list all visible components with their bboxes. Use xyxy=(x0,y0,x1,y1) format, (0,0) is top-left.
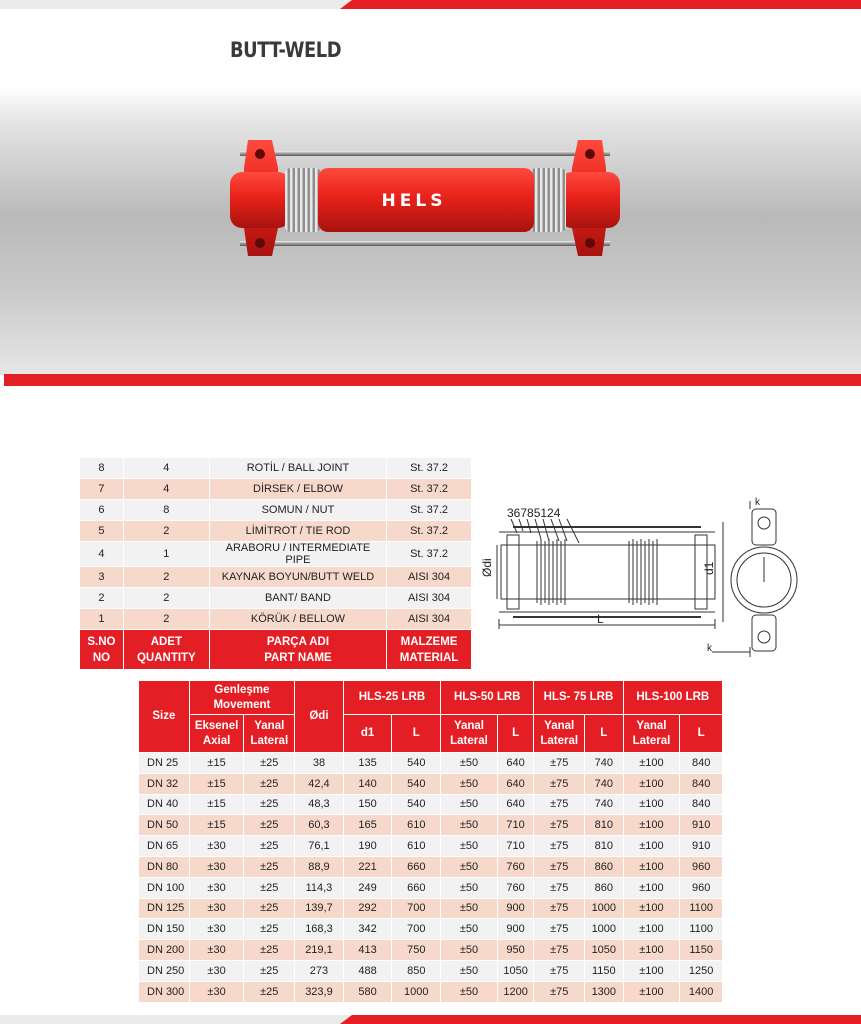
cell-hls100-lateral: ±100 xyxy=(623,815,680,836)
cell-hls75-lateral: ±75 xyxy=(534,753,585,774)
cell-hls75-lateral: ±75 xyxy=(534,981,585,1002)
cell-hls25-d1: 292 xyxy=(343,898,392,919)
cell-hls75-l: 1050 xyxy=(585,940,624,961)
cell-odi: 38 xyxy=(295,753,344,774)
cell-hls50-l: 710 xyxy=(497,836,534,857)
part-no: 5 xyxy=(80,521,124,542)
cell-odi: 168,3 xyxy=(295,919,344,940)
cell-axial: ±15 xyxy=(189,753,244,774)
cell-hls50-l: 640 xyxy=(497,753,534,774)
drawing-label-k-top: k xyxy=(755,497,760,508)
parts-table-row xyxy=(80,500,472,521)
cell-hls100-lateral: ±100 xyxy=(623,836,680,857)
brand-logo: HELS xyxy=(381,191,447,211)
header-hls100: HLS-100 LRB xyxy=(623,681,722,715)
cell-hls25-l: 700 xyxy=(392,919,441,940)
header-size: Size xyxy=(139,681,190,753)
spec-table-row xyxy=(139,981,723,1002)
cell-hls75-lateral: ±75 xyxy=(534,919,585,940)
cell-hls25-l: 850 xyxy=(392,960,441,981)
cell-hls25-d1: 190 xyxy=(343,836,392,857)
cell-lateral: ±25 xyxy=(244,773,295,794)
header-hls50: HLS-50 LRB xyxy=(441,681,534,715)
spec-table-row xyxy=(139,753,723,774)
part-quantity: 8 xyxy=(123,500,209,521)
cell-hls100-l: 840 xyxy=(680,753,723,774)
parts-table-row xyxy=(80,542,472,567)
spec-table-row xyxy=(139,836,723,857)
cell-lateral: ±25 xyxy=(244,753,295,774)
cell-hls50-l: 1200 xyxy=(497,981,534,1002)
cell-hls100-l: 960 xyxy=(680,856,723,877)
header-hls25-d1: d1 xyxy=(343,715,392,753)
cell-hls25-d1: 165 xyxy=(343,815,392,836)
page-title: BUTT-WELD xyxy=(230,38,342,62)
cell-hls50-l: 1050 xyxy=(497,960,534,981)
bottom-bar-grey xyxy=(0,1015,352,1024)
cell-hls100-l: 1250 xyxy=(680,960,723,981)
cell-hls50-l: 950 xyxy=(497,940,534,961)
cell-hls100-l: 840 xyxy=(680,794,723,815)
spec-header-row-2 xyxy=(139,715,723,753)
cell-odi: 139,7 xyxy=(295,898,344,919)
cell-hls75-l: 1000 xyxy=(585,919,624,940)
cell-lateral: ±25 xyxy=(244,919,295,940)
cell-size: DN 125 xyxy=(139,898,190,919)
part-name: ARABORU / INTERMEDIATE PIPE xyxy=(209,542,386,567)
cell-odi: 76,1 xyxy=(295,836,344,857)
part-quantity: 4 xyxy=(123,458,209,479)
header-hls25: HLS-25 LRB xyxy=(343,681,440,715)
technical-drawing xyxy=(480,497,847,667)
cell-hls100-l: 1100 xyxy=(680,898,723,919)
part-quantity: 4 xyxy=(123,479,209,500)
cell-size: DN 40 xyxy=(139,794,190,815)
expansion-joint-illustration xyxy=(0,88,861,375)
cell-hls75-lateral: ±75 xyxy=(534,836,585,857)
cell-hls50-lateral: ±50 xyxy=(441,940,498,961)
cell-hls50-l: 760 xyxy=(497,856,534,877)
part-material: St. 37.2 xyxy=(387,500,472,521)
cell-hls25-l: 610 xyxy=(392,815,441,836)
cell-hls50-lateral: ±50 xyxy=(441,877,498,898)
cell-hls50-lateral: ±50 xyxy=(441,919,498,940)
cell-hls100-l: 840 xyxy=(680,773,723,794)
cell-hls100-lateral: ±100 xyxy=(623,877,680,898)
cell-axial: ±30 xyxy=(189,981,244,1002)
cell-size: DN 300 xyxy=(139,981,190,1002)
cell-hls50-lateral: ±50 xyxy=(441,836,498,857)
cell-hls25-l: 660 xyxy=(392,877,441,898)
cell-hls50-lateral: ±50 xyxy=(441,773,498,794)
cell-size: DN 80 xyxy=(139,856,190,877)
spec-header-row-1 xyxy=(139,681,723,715)
cell-lateral: ±25 xyxy=(244,940,295,961)
header-part-name: PARÇA ADI PART NAME xyxy=(209,630,386,670)
cell-hls25-d1: 221 xyxy=(343,856,392,877)
cell-hls25-d1: 413 xyxy=(343,940,392,961)
part-no: 1 xyxy=(80,609,124,630)
header-hls75-l: L xyxy=(585,715,624,753)
cell-hls75-l: 740 xyxy=(585,753,624,774)
cell-hls100-lateral: ±100 xyxy=(623,856,680,877)
cell-hls25-l: 1000 xyxy=(392,981,441,1002)
cell-lateral: ±25 xyxy=(244,877,295,898)
spec-table-row xyxy=(139,794,723,815)
part-quantity: 2 xyxy=(123,521,209,542)
cell-hls100-lateral: ±100 xyxy=(623,753,680,774)
cell-hls25-d1: 488 xyxy=(343,960,392,981)
header-hls75: HLS- 75 LRB xyxy=(534,681,623,715)
hero-red-strip xyxy=(4,374,861,386)
cell-hls25-l: 750 xyxy=(392,940,441,961)
cell-hls100-lateral: ±100 xyxy=(623,773,680,794)
spec-table-row xyxy=(139,773,723,794)
cell-hls50-lateral: ±50 xyxy=(441,815,498,836)
cell-axial: ±15 xyxy=(189,773,244,794)
parts-table-row xyxy=(80,609,472,630)
cell-size: DN 65 xyxy=(139,836,190,857)
part-material: AISI 304 xyxy=(387,588,472,609)
cell-size: DN 250 xyxy=(139,960,190,981)
cell-hls75-lateral: ±75 xyxy=(534,794,585,815)
parts-table-row xyxy=(80,458,472,479)
cell-axial: ±30 xyxy=(189,856,244,877)
part-name: SOMUN / NUT xyxy=(209,500,386,521)
cell-odi: 88,9 xyxy=(295,856,344,877)
cell-lateral: ±25 xyxy=(244,836,295,857)
cell-hls100-lateral: ±100 xyxy=(623,960,680,981)
cell-hls50-l: 710 xyxy=(497,815,534,836)
spec-table-row xyxy=(139,960,723,981)
cell-hls25-d1: 140 xyxy=(343,773,392,794)
parts-table-row xyxy=(80,588,472,609)
cell-size: DN 200 xyxy=(139,940,190,961)
cell-lateral: ±25 xyxy=(244,815,295,836)
cell-odi: 323,9 xyxy=(295,981,344,1002)
cell-hls100-l: 1100 xyxy=(680,919,723,940)
spec-table-row xyxy=(139,877,723,898)
header-lateral: Yanal Lateral xyxy=(244,715,295,753)
cell-axial: ±30 xyxy=(189,877,244,898)
part-quantity: 2 xyxy=(123,588,209,609)
cell-hls25-d1: 249 xyxy=(343,877,392,898)
cell-hls75-lateral: ±75 xyxy=(534,773,585,794)
cell-hls25-l: 660 xyxy=(392,856,441,877)
cell-hls100-l: 1400 xyxy=(680,981,723,1002)
part-no: 6 xyxy=(80,500,124,521)
header-hls25-l: L xyxy=(392,715,441,753)
cell-hls50-l: 900 xyxy=(497,919,534,940)
cell-odi: 273 xyxy=(295,960,344,981)
cell-hls75-lateral: ±75 xyxy=(534,898,585,919)
part-material: St. 37.2 xyxy=(387,542,472,567)
cell-hls75-l: 860 xyxy=(585,877,624,898)
drawing-label-k-bottom: k xyxy=(707,643,712,654)
header-odi: Ødi xyxy=(295,681,344,753)
drawing-label-l: L xyxy=(597,612,604,626)
parts-table xyxy=(79,457,472,670)
cell-lateral: ±25 xyxy=(244,960,295,981)
header-material: MALZEME MATERIAL xyxy=(387,630,472,670)
cell-hls75-l: 860 xyxy=(585,856,624,877)
spec-table-row xyxy=(139,940,723,961)
cell-hls25-d1: 580 xyxy=(343,981,392,1002)
spec-table-row xyxy=(139,856,723,877)
cell-hls50-lateral: ±50 xyxy=(441,981,498,1002)
cell-hls100-l: 960 xyxy=(680,877,723,898)
cell-size: DN 50 xyxy=(139,815,190,836)
cell-odi: 114,3 xyxy=(295,877,344,898)
cell-hls25-d1: 135 xyxy=(343,753,392,774)
cell-hls50-lateral: ±50 xyxy=(441,856,498,877)
header-hls75-lateral: Yanal Lateral xyxy=(534,715,585,753)
cell-hls25-l: 700 xyxy=(392,898,441,919)
header-hls100-l: L xyxy=(680,715,723,753)
part-no: 3 xyxy=(80,567,124,588)
part-name: DİRSEK / ELBOW xyxy=(209,479,386,500)
part-quantity: 2 xyxy=(123,567,209,588)
cell-odi: 219,1 xyxy=(295,940,344,961)
cell-axial: ±15 xyxy=(189,815,244,836)
header-axial: Eksenel Axial xyxy=(189,715,244,753)
cell-hls100-l: 910 xyxy=(680,836,723,857)
cell-hls75-lateral: ±75 xyxy=(534,815,585,836)
cell-odi: 48,3 xyxy=(295,794,344,815)
header-no: S.NO NO xyxy=(80,630,124,670)
cell-odi: 60,3 xyxy=(295,815,344,836)
cell-hls50-lateral: ±50 xyxy=(441,898,498,919)
part-quantity: 1 xyxy=(123,542,209,567)
parts-table-header xyxy=(80,630,472,670)
cell-hls75-lateral: ±75 xyxy=(534,856,585,877)
cell-hls25-l: 540 xyxy=(392,794,441,815)
cell-hls50-l: 760 xyxy=(497,877,534,898)
header-hls50-lateral: Yanal Lateral xyxy=(441,715,498,753)
header-hls100-lateral: Yanal Lateral xyxy=(623,715,680,753)
part-material: St. 37.2 xyxy=(387,458,472,479)
bottom-bar-red xyxy=(340,1015,861,1024)
cell-size: DN 25 xyxy=(139,753,190,774)
cell-lateral: ±25 xyxy=(244,794,295,815)
cell-hls75-l: 810 xyxy=(585,836,624,857)
cell-size: DN 32 xyxy=(139,773,190,794)
cell-hls75-lateral: ±75 xyxy=(534,877,585,898)
part-no: 8 xyxy=(80,458,124,479)
cell-hls75-l: 1000 xyxy=(585,898,624,919)
cell-axial: ±15 xyxy=(189,794,244,815)
header-hls50-l: L xyxy=(497,715,534,753)
top-bar-grey xyxy=(0,0,352,9)
cell-hls50-lateral: ±50 xyxy=(441,794,498,815)
cell-hls75-l: 740 xyxy=(585,773,624,794)
cell-lateral: ±25 xyxy=(244,898,295,919)
cell-hls50-l: 640 xyxy=(497,794,534,815)
cell-hls25-d1: 342 xyxy=(343,919,392,940)
cell-hls75-l: 740 xyxy=(585,794,624,815)
cell-hls100-lateral: ±100 xyxy=(623,940,680,961)
product-photo xyxy=(0,88,861,375)
drawing-callouts: 36785124 xyxy=(507,506,561,520)
cell-hls50-l: 900 xyxy=(497,898,534,919)
cell-hls100-lateral: ±100 xyxy=(623,794,680,815)
header-quantity: ADET QUANTITY xyxy=(123,630,209,670)
part-name: BANT/ BAND xyxy=(209,588,386,609)
cell-hls75-lateral: ±75 xyxy=(534,940,585,961)
cell-hls75-l: 1300 xyxy=(585,981,624,1002)
part-name: LİMİTROT / TIE ROD xyxy=(209,521,386,542)
spec-table-row xyxy=(139,919,723,940)
cell-axial: ±30 xyxy=(189,940,244,961)
part-material: St. 37.2 xyxy=(387,521,472,542)
cell-hls100-lateral: ±100 xyxy=(623,898,680,919)
cell-hls50-lateral: ±50 xyxy=(441,753,498,774)
cell-hls75-lateral: ±75 xyxy=(534,960,585,981)
cell-hls100-lateral: ±100 xyxy=(623,981,680,1002)
parts-table-row xyxy=(80,567,472,588)
part-quantity: 2 xyxy=(123,609,209,630)
part-name: ROTİL / BALL JOINT xyxy=(209,458,386,479)
part-name: KÖRÜK / BELLOW xyxy=(209,609,386,630)
cell-lateral: ±25 xyxy=(244,981,295,1002)
parts-table-row xyxy=(80,521,472,542)
part-no: 7 xyxy=(80,479,124,500)
cell-size: DN 100 xyxy=(139,877,190,898)
cell-axial: ±30 xyxy=(189,919,244,940)
cell-size: DN 150 xyxy=(139,919,190,940)
parts-table-row xyxy=(80,479,472,500)
cell-hls25-d1: 150 xyxy=(343,794,392,815)
drawing-label-di: Ødi xyxy=(480,558,494,577)
cell-axial: ±30 xyxy=(189,898,244,919)
spec-table-row xyxy=(139,898,723,919)
cell-hls50-l: 640 xyxy=(497,773,534,794)
part-name: KAYNAK BOYUN/BUTT WELD xyxy=(209,567,386,588)
cell-axial: ±30 xyxy=(189,960,244,981)
cell-hls75-l: 1150 xyxy=(585,960,624,981)
part-no: 4 xyxy=(80,542,124,567)
part-material: St. 37.2 xyxy=(387,479,472,500)
cell-hls50-lateral: ±50 xyxy=(441,960,498,981)
spec-table xyxy=(138,680,723,1003)
cell-hls100-l: 1150 xyxy=(680,940,723,961)
header-movement: Genleşme Movement xyxy=(189,681,294,715)
cell-hls25-l: 610 xyxy=(392,836,441,857)
cell-hls25-l: 540 xyxy=(392,753,441,774)
cell-hls75-l: 810 xyxy=(585,815,624,836)
cell-lateral: ±25 xyxy=(244,856,295,877)
part-material: AISI 304 xyxy=(387,609,472,630)
part-material: AISI 304 xyxy=(387,567,472,588)
cell-odi: 42,4 xyxy=(295,773,344,794)
top-bar-red xyxy=(340,0,861,9)
cell-hls25-l: 540 xyxy=(392,773,441,794)
drawing-label-d1: d1 xyxy=(702,561,716,575)
cell-hls100-l: 910 xyxy=(680,815,723,836)
part-no: 2 xyxy=(80,588,124,609)
cell-axial: ±30 xyxy=(189,836,244,857)
spec-table-row xyxy=(139,815,723,836)
cell-hls100-lateral: ±100 xyxy=(623,919,680,940)
